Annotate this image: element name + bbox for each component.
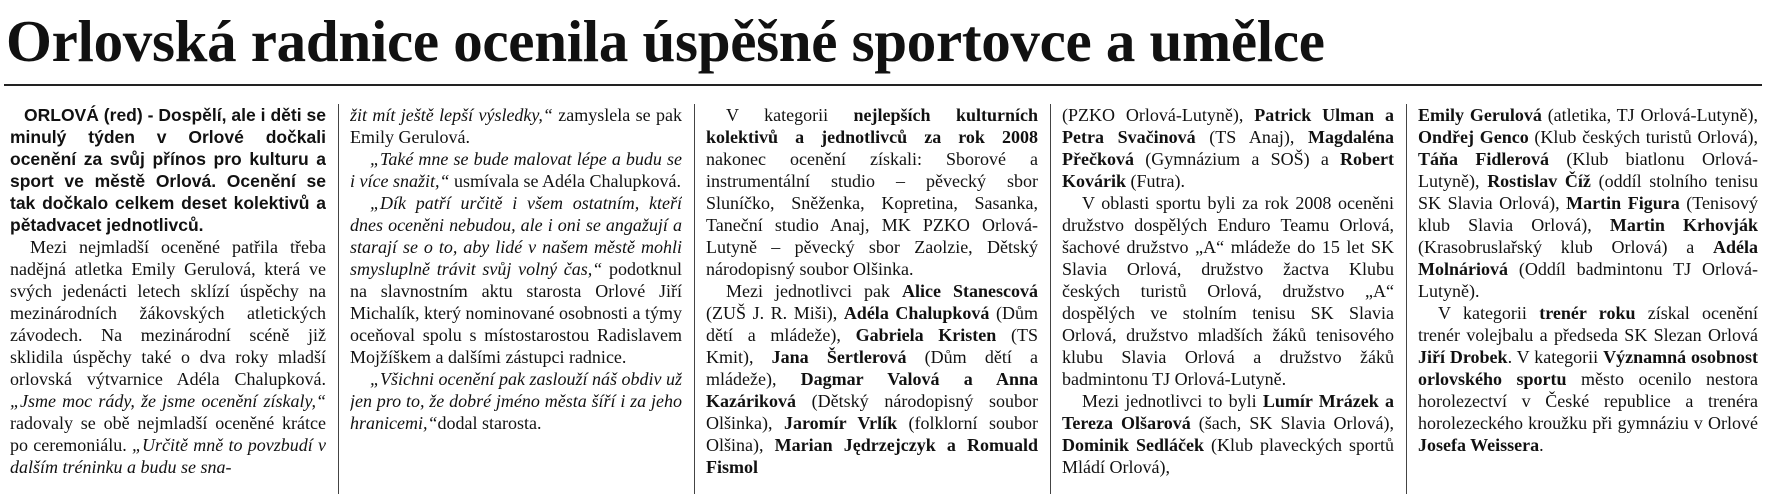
article-paragraph	[10, 236, 326, 478]
article-paragraph	[350, 148, 682, 192]
article-paragraph	[1062, 104, 1394, 192]
body-text: radovaly se obě nejmladší oceněné krátce po ceremoniálu.	[10, 413, 326, 455]
bold-text: Martin Krhovják	[1609, 215, 1758, 235]
bold-text: Ondřej Genco	[1418, 127, 1529, 147]
bold-text: Josefa Weissera	[1418, 435, 1540, 455]
bold-text: Adéla Chalupková	[843, 303, 990, 323]
body-text: dodal starosta.	[437, 413, 542, 433]
body-text: (TS Anaj),	[1195, 127, 1308, 147]
body-text: získal ocenění trenér volejbalu a předseda SK Slezan Orlová	[1418, 303, 1758, 345]
body-text: . V kategorii	[1507, 347, 1604, 367]
article-paragraph	[1418, 302, 1758, 456]
bold-text: trenér roku	[1539, 303, 1636, 323]
body-text: podotknul na slavnostním aktu starosta Orlové Jiří Michalík, který nominované osobnosti a týmy oceňoval spolu s místostarostou Radislavem Mojžíškem a dalšími zástupci radnice.	[350, 259, 682, 367]
body-text: (atletika, TJ Orlová-Lutyně),	[1541, 105, 1758, 125]
article-column-4	[1062, 104, 1394, 494]
quote-text: „Jsme moc rády, že jsme ocenění získaly,“	[10, 391, 326, 411]
article-column-5	[1418, 104, 1758, 494]
body-text: V oblasti sportu byli za rok 2008 oceněni družstvo dospělých Enduro Teamu Orlová, šachové družstvo „A“ mládeže do 15 let SK Slavia Orlová, družstvo žactva Klubu českých turistů Orlová, družstvo „A“ dospělých ve stolním tenisu SK Slavia Orlová, družstvo mladších žáků tenisového klubu Slavia Orlová a družstvo žáků badmintonu TJ Orlová-Lutyně.	[1062, 193, 1394, 389]
body-text: (Dům dětí a mládeže),	[706, 303, 1038, 345]
body-text: .	[1539, 435, 1544, 455]
bold-text: nejlepších kulturních kolektivů a jednotlivců za rok 2008	[706, 105, 1038, 147]
bold-text: Významná osobnost orlovského sportu	[1418, 347, 1758, 389]
body-text: (Krasobruslařský klub Orlová) a	[1418, 237, 1713, 257]
body-text: ORLOVÁ (red) - Dospělí, ale i děti se minulý týden v Orlové dočkali ocenění za svůj přínos pro kulturu a sport ve městě Orlová. Ocenění se tak dočkalo celkem deset kolektivů a pětadvacet jednotlivců.	[10, 105, 326, 235]
article-paragraph	[1062, 390, 1394, 478]
article-column-3	[706, 104, 1038, 494]
bold-text: Dominik Sedláček	[1062, 435, 1205, 455]
body-text: (oddíl stolního tenisu SK Slavia Orlová),	[1418, 171, 1758, 213]
column-divider	[1406, 104, 1407, 494]
bold-text: Rostislav Číž	[1487, 171, 1591, 191]
bold-text: Patrick Ulman a Petra Svačinová	[1062, 105, 1394, 147]
bold-text: Jaromír Vrlík	[783, 413, 898, 433]
body-text: (PZKO Orlová-Lutyně),	[1062, 105, 1255, 125]
bold-text: Marian Jędrzejczyk a Romuald Fismol	[706, 435, 1038, 477]
bold-text: Emily Gerulová	[1418, 105, 1542, 125]
article-column-2	[350, 104, 682, 494]
bold-text: Lumír Mrázek a Tereza Olšarová	[1062, 391, 1394, 433]
article-paragraph	[706, 104, 1038, 280]
quote-text: „Všichni ocenění pak zaslouží náš obdiv už jen pro to, že dobré jméno města šíří i za jeho hranicemi,“	[350, 369, 682, 433]
article-paragraph	[350, 104, 682, 148]
quote-text: „Dík patří určitě i všem ostatním, kteří dnes oceněni nebudou, ale i oni se angažují a starají se o to, aby lidé v našem městě mohli smysluplně trávit svůj volný čas,“	[350, 193, 682, 279]
body-text: (Klub plaveckých sportů Mládí Orlová),	[1062, 435, 1394, 477]
article-paragraph	[1062, 192, 1394, 390]
quote-text: žit mít ještě lepší výsledky,“	[350, 105, 553, 125]
article-headline: Orlovská radnice ocenila úspěšné sportovce a umělce	[6, 8, 1325, 74]
body-text: (Dětský národopisný soubor Olšinka),	[706, 391, 1038, 433]
article-lead	[10, 104, 326, 236]
body-text: (Gymnázium a SOŠ) a	[1133, 149, 1341, 169]
body-text: (ZUŠ J. R. Miši),	[706, 303, 844, 323]
article-paragraph	[1418, 104, 1758, 302]
article-paragraph	[350, 368, 682, 434]
quote-text: „Určitě mně to povzbudí v dalším tréninku a budu se sna-	[10, 435, 326, 477]
article-column-1	[10, 104, 326, 494]
body-text: (TS Kmit),	[706, 325, 1038, 367]
body-text: Mezi nejmladší oceněné patřila třeba nadějná atletka Emily Gerulová, která ve svých jedenácti letech sklízí úspěchy na mezinárodních žákovských atletických závodech. Na mezinárodní scéně již sklidila úspěchy také o dva roky mladší orlovská výtvarnice Adéla Chalupková.	[10, 237, 326, 389]
body-text: usmívala se Adéla Chalupková.	[449, 171, 681, 191]
bold-text: Táňa Fidlerová	[1418, 149, 1550, 169]
column-divider	[338, 104, 339, 494]
bold-text: Dagmar Valová a Anna Kazáriková	[706, 369, 1038, 411]
bold-text: Alice Stanescová	[902, 281, 1038, 301]
body-text: (Tenisový klub Slavia Orlová),	[1418, 193, 1758, 235]
bold-text: Martin Figura	[1566, 193, 1680, 213]
column-divider	[1050, 104, 1051, 494]
body-text: (Oddíl badmintonu TJ Orlová-Lutyně).	[1418, 259, 1758, 301]
bold-text: Adéla Molnáriová	[1418, 237, 1758, 279]
body-text: Mezi jednotlivci to byli	[1082, 391, 1263, 411]
bold-text: Jana Šertlerová	[771, 347, 907, 367]
article-paragraph	[350, 192, 682, 368]
body-text: (Klub biatlonu Orlová-Lutyně),	[1418, 149, 1758, 191]
body-text: (šach, SK Slavia Orlová),	[1190, 413, 1394, 433]
bold-text: Jiří Drobek	[1418, 347, 1508, 367]
body-text: Mezi jednotlivci pak	[726, 281, 902, 301]
body-text: V kategorii	[1438, 303, 1540, 323]
column-divider	[694, 104, 695, 494]
body-text: nakonec ocenění získali: Sborové a instrumentální studio – pěvecký sbor Sluníčko, Sněženka, Kopretina, Sasanka, Taneční studio Anaj, MK PZKO Orlová-Lutyně – pěvecký sbor Zaolzie, Dětský národopisný soubor Olšinka.	[706, 149, 1038, 279]
bold-text: Gabriela Kristen	[855, 325, 997, 345]
body-text: (folklorní soubor Olšina),	[706, 413, 1038, 455]
body-text: V kategorii	[726, 105, 854, 125]
body-text: (Futra).	[1126, 171, 1185, 191]
bold-text: Magdaléna Přečková	[1062, 127, 1394, 169]
body-text: zamyslela se pak Emily Gerulová.	[350, 105, 682, 147]
body-text: (Dům dětí a mládeže),	[706, 347, 1038, 389]
quote-text: „Také mne se bude malovat lépe a budu se i více snažit,“	[350, 149, 682, 191]
headline-rule	[4, 84, 1762, 86]
bold-text: Robert Kovárik	[1062, 149, 1394, 191]
body-text: město ocenilo nestora horolezectví v České republice a trenéra horolezeckého kroužku při gymnáziu v Orlové	[1418, 369, 1758, 433]
article-paragraph	[706, 280, 1038, 478]
body-text: (Klub českých turistů Orlová),	[1528, 127, 1758, 147]
